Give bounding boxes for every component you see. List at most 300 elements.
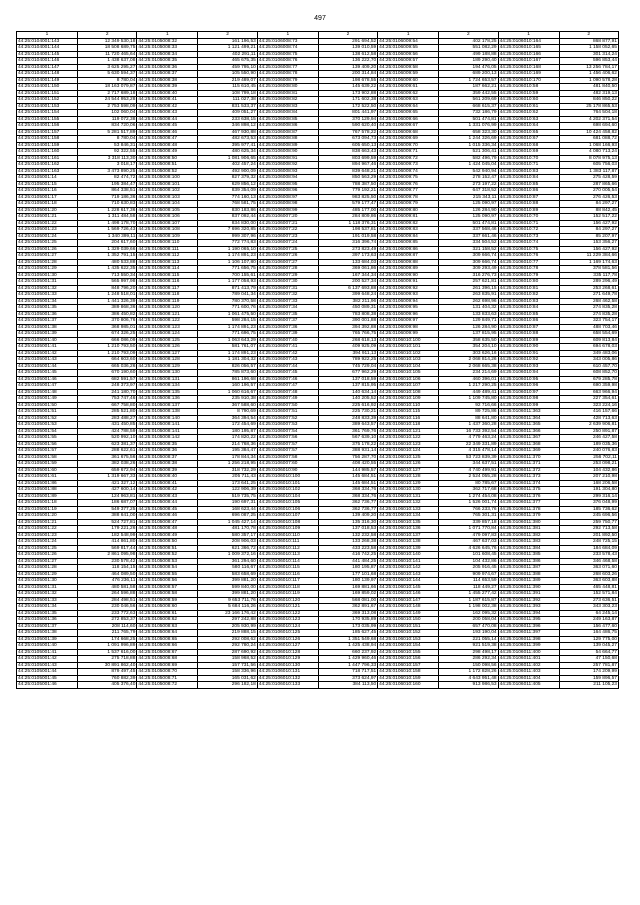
cadastral-number-cell: 44:25:0106010:123 <box>257 617 318 624</box>
cadastral-number-cell: 44:25:0105008:49 <box>137 532 198 539</box>
cadastral-value-cell: 139 045,27 <box>559 643 618 650</box>
cadastral-value-cell: 8 790,69 <box>198 409 257 416</box>
cadastral-number-cell: 44:25:0104001:162 <box>17 162 78 169</box>
cadastral-value-cell: 343 005,86 <box>559 357 618 364</box>
cadastral-number-cell: 44:25:0106008:79 <box>257 77 318 84</box>
cadastral-number-cell: 44:25:0105008:123 <box>137 324 198 331</box>
cadastral-value-cell: 370 806,76 <box>78 318 137 325</box>
cadastral-number-cell: 44:25:0106010:103 <box>378 357 439 364</box>
cadastral-value-cell: 101 608,45 <box>439 552 498 559</box>
cadastral-value-cell: 1 319 667,33 <box>78 474 137 481</box>
cadastral-value-cell: 1 351 549,68 <box>318 636 377 643</box>
cadastral-value-cell: 185 627,45 <box>318 630 377 637</box>
cadastral-value-cell: 402 178,25 <box>439 38 498 45</box>
cadastral-number-cell: 44:25:0106007:43 <box>257 357 318 364</box>
cadastral-value-cell: 369 313,08 <box>318 610 377 617</box>
cadastral-number-cell: 44:25:0106010:71 <box>498 220 559 227</box>
cadastral-number-cell: 44:25:0106008:87 <box>257 129 318 136</box>
cadastral-number-cell: 44:25:0105001:16 <box>17 188 78 195</box>
cadastral-value-cell: 174 668,25 <box>78 636 137 643</box>
cadastral-number-cell: 44:25:0106008:83 <box>257 103 318 110</box>
cadastral-value-cell: 309 293,49 <box>439 266 498 273</box>
cadastral-number-cell: 44:25:0106010:132 <box>378 500 439 507</box>
cadastral-value-cell: 174 209,99 <box>559 669 618 676</box>
cadastral-number-cell: 44:25:0106009:61 <box>378 84 439 91</box>
cadastral-value-cell: 565 997,98 <box>78 279 137 286</box>
cadastral-value-cell: 136 222,70 <box>318 58 377 65</box>
cadastral-value-cell: 297 242,88 <box>198 617 257 624</box>
cadastral-number-cell: 44:25:0105008:69 <box>137 662 198 669</box>
cadastral-number-cell: 44:25:0106010:82 <box>498 292 559 299</box>
cadastral-value-cell: 115 610,45 <box>198 84 257 91</box>
cadastral-number-cell: 44:25:0106007:25 <box>257 246 318 253</box>
table-row <box>17 682 619 689</box>
cadastral-number-cell: 44:25:0106010:148 <box>378 604 439 611</box>
cadastral-number-cell: 44:25:0106010:76 <box>498 253 559 260</box>
cadastral-number-cell: 44:25:0106009:63 <box>378 97 439 104</box>
cadastral-value-cell: 219 888,15 <box>198 630 257 637</box>
cadastral-number-cell: 44:25:0106010:81 <box>498 285 559 292</box>
cadastral-number-cell: 44:25:0104001:156 <box>17 123 78 130</box>
cadastral-value-cell: 248 373,97 <box>78 383 137 390</box>
cadastral-value-cell: 1 121 499,21 <box>198 45 257 52</box>
cadastral-number-cell: 44:25:0106008:86 <box>257 123 318 130</box>
cadastral-number-cell: 44:25:0106011:399 <box>498 643 559 650</box>
cadastral-number-cell: 44:25:0106010:70 <box>498 155 559 162</box>
cadastral-number-cell: 44:25:0106010:86 <box>498 318 559 325</box>
cadastral-value-cell: 159 896,57 <box>559 675 618 682</box>
cadastral-value-cell: 274 835,28 <box>559 311 618 318</box>
cadastral-number-cell: 44:25:0104001:163 <box>17 168 78 175</box>
cadastral-number-cell: 44:25:0106007:27 <box>257 259 318 266</box>
cadastral-value-cell: 408 420,55 <box>318 461 377 468</box>
cadastral-value-cell: 1 015 336,34 <box>439 142 498 149</box>
cadastral-number-cell: 44:25:0105001:20 <box>17 207 78 214</box>
cadastral-number-cell: 44:25:0105008:56 <box>137 578 198 585</box>
cadastral-value-cell: 745 729,04 <box>318 363 377 370</box>
cadastral-value-cell: 1 198 002,38 <box>439 604 498 611</box>
cadastral-value-cell: 22 349 331,89 <box>439 441 498 448</box>
cadastral-value-cell: 399 881,20 <box>198 591 257 598</box>
cadastral-value-cell: 464 089,50 <box>78 571 137 578</box>
cadastral-number-cell: 44:25:0106010:121 <box>257 604 318 611</box>
cadastral-value-cell: 1 187 615,87 <box>439 597 498 604</box>
cadastral-value-cell: 1 455 277,42 <box>439 591 498 598</box>
cadastral-value-cell: 384 113,50 <box>318 682 377 689</box>
cadastral-value-cell: 682 591,57 <box>78 376 137 383</box>
cadastral-number-cell: 44:25:0106010:75 <box>498 246 559 253</box>
cadastral-value-cell: 7 696 320,85 <box>198 227 257 234</box>
header-cell: 1 <box>17 32 78 39</box>
cadastral-number-cell: 44:25:0105001:32 <box>17 591 78 598</box>
cadastral-number-cell: 44:25:0106010:60 <box>498 97 559 104</box>
cadastral-number-cell: 44:25:0106010:131 <box>378 493 439 500</box>
cadastral-number-cell: 44:25:0106010:115 <box>378 409 439 416</box>
cadastral-value-cell: 321 158,52 <box>439 246 498 253</box>
cadastral-number-cell: 44:25:0106009:54 <box>378 38 439 45</box>
page-number: 497 <box>314 15 326 22</box>
cadastral-value-cell: 125 090,97 <box>439 214 498 221</box>
cadastral-value-cell: 309 666,74 <box>439 259 498 266</box>
cadastral-number-cell: 44:25:0106010:167 <box>498 58 559 65</box>
cadastral-number-cell: 44:25:0106010:122 <box>257 610 318 617</box>
cadastral-number-cell: 44:25:0106010:92 <box>498 357 559 364</box>
cadastral-value-cell: 376 048,99 <box>559 500 618 507</box>
cadastral-value-cell: 190 697,31 <box>198 500 257 507</box>
cadastral-value-cell: 316 396,74 <box>318 240 377 247</box>
cadastral-value-cell: 259 750,77 <box>559 519 618 526</box>
cadastral-number-cell: 44:25:0105008:37 <box>137 71 198 78</box>
cadastral-number-cell: 44:25:0105001:41 <box>17 649 78 656</box>
cadastral-value-cell: 354 204,10 <box>439 344 498 351</box>
cadastral-number-cell: 44:25:0105008:59 <box>137 597 198 604</box>
cadastral-number-cell: 44:25:0106008:82 <box>257 97 318 104</box>
cadastral-value-cell: 465 448,81 <box>559 584 618 591</box>
cadastral-number-cell: 44:25:0106010:111 <box>257 539 318 546</box>
cadastral-value-cell: 200 058,04 <box>439 617 498 624</box>
cadastral-value-cell: 215 343,11 <box>439 194 498 201</box>
cadastral-value-cell: 1 190 065,10 <box>198 246 257 253</box>
cadastral-value-cell: 257 781,87 <box>559 662 618 669</box>
cadastral-number-cell: 44:25:0106010:125 <box>378 454 439 461</box>
cadastral-number-cell: 44:25:0106009:78 <box>378 194 439 201</box>
cadastral-value-cell: 1 438 637,08 <box>78 58 137 65</box>
cadastral-number-cell: 44:25:0105008:66 <box>137 643 198 650</box>
cadastral-number-cell: 44:25:0106010:137 <box>378 532 439 539</box>
cadastral-value-cell: 273 636,51 <box>559 597 618 604</box>
cadastral-value-cell: 3 318 113,30 <box>78 155 137 162</box>
cadastral-value-cell: 169 881,66 <box>318 584 377 591</box>
cadastral-number-cell: 44:25:0106010:64 <box>498 123 559 130</box>
cadastral-value-cell: 361 294,60 <box>198 558 257 565</box>
cadastral-number-cell: 44:25:0105008:64 <box>137 630 198 637</box>
cadastral-value-cell: 1 569 726,43 <box>78 227 137 234</box>
cadastral-number-cell: 44:25:0106011:380 <box>498 519 559 526</box>
cadastral-number-cell: 44:25:0106009:96 <box>378 311 439 318</box>
cadastral-number-cell: 44:25:0105008:135 <box>137 389 198 396</box>
cadastral-value-cell: 459 795,10 <box>198 64 257 71</box>
cadastral-number-cell: 44:25:0106011:371 <box>498 461 559 468</box>
cadastral-value-cell: 291 694,52 <box>318 38 377 45</box>
cadastral-number-cell: 44:25:0106009:65 <box>378 110 439 117</box>
cadastral-number-cell: 44:25:0105001:56 <box>17 441 78 448</box>
cadastral-number-cell: 44:25:0105008:40 <box>137 90 198 97</box>
cadastral-value-cell: 409 051,27 <box>198 110 257 117</box>
cadastral-value-cell: 249 163,87 <box>559 617 618 624</box>
cadastral-number-cell: 44:25:0105001:40 <box>17 337 78 344</box>
cadastral-number-cell: 44:25:0105008:142 <box>137 435 198 442</box>
cadastral-number-cell: 44:25:0105008:46 <box>137 513 198 520</box>
cadastral-number-cell: 44:25:0106007:29 <box>257 272 318 279</box>
cadastral-number-cell: 44:25:0104001:157 <box>17 129 78 136</box>
cadastral-number-cell: 44:25:0105001:49 <box>17 396 78 403</box>
cadastral-number-cell: 44:25:0106010:126 <box>378 461 439 468</box>
cadastral-number-cell: 44:25:0104001:160 <box>17 149 78 156</box>
cadastral-number-cell: 44:25:0106011:384 <box>498 545 559 552</box>
cadastral-value-cell: 24 544 953,28 <box>78 97 137 104</box>
table-body <box>17 38 619 688</box>
cadastral-value-cell: 5 281 517,89 <box>78 129 137 136</box>
cadastral-value-cell: 264 596,88 <box>78 591 137 598</box>
cadastral-number-cell: 44:25:0105008:140 <box>137 415 198 422</box>
cadastral-number-cell: 44:25:0105008:42 <box>137 103 198 110</box>
cadastral-value-cell: 234 214,69 <box>439 370 498 377</box>
cadastral-number-cell: 44:25:0105001:57 <box>17 448 78 455</box>
cadastral-number-cell: 44:25:0104001:159 <box>17 142 78 149</box>
cadastral-value-cell: 5 630 594,37 <box>78 71 137 78</box>
cadastral-number-cell: 44:25:0105008:121 <box>137 311 198 318</box>
cadastral-value-cell: 389 868,36 <box>78 305 137 312</box>
cadastral-value-cell: 368 985,01 <box>78 324 137 331</box>
cadastral-number-cell: 44:25:0106010:118 <box>257 584 318 591</box>
cadastral-value-cell: 132 232,58 <box>318 532 377 539</box>
cadastral-number-cell: 44:25:0106010:102 <box>378 350 439 357</box>
cadastral-number-cell: 44:25:0105001:23 <box>17 227 78 234</box>
cadastral-value-cell: 677 962,29 <box>318 370 377 377</box>
cadastral-number-cell: 44:25:0105008:105 <box>137 207 198 214</box>
cadastral-number-cell: 44:25:0106007:30 <box>257 279 318 286</box>
cadastral-number-cell: 44:25:0106007:42 <box>257 350 318 357</box>
cadastral-number-cell: 44:25:0106010:153 <box>378 636 439 643</box>
cadastral-value-cell: 140 634,14 <box>318 389 377 396</box>
cadastral-number-cell: 44:25:0105008:54 <box>137 565 198 572</box>
cadastral-number-cell: 44:25:0106010:170 <box>498 77 559 84</box>
cadastral-value-cell: 165 031,62 <box>198 675 257 682</box>
cadastral-value-cell: 180 195,87 <box>318 565 377 572</box>
cadastral-value-cell: 337 661,46 <box>439 233 498 240</box>
cadastral-number-cell: 44:25:0106010:58 <box>498 84 559 91</box>
cadastral-value-cell: 551 082,29 <box>439 45 498 52</box>
cadastral-value-cell: 200 527,34 <box>318 279 377 286</box>
cadastral-value-cell: 481 170,78 <box>198 526 257 533</box>
cadastral-number-cell: 44:25:0104001:158 <box>17 136 78 143</box>
cadastral-value-cell: 4 080 713,24 <box>559 149 618 156</box>
cadastral-value-cell: 1 174 891,23 <box>198 350 257 357</box>
cadastral-value-cell: 133 684,03 <box>318 259 377 266</box>
cadastral-number-cell: 44:25:0106010:128 <box>257 649 318 656</box>
cadastral-value-cell: 664 603,60 <box>78 357 137 364</box>
cadastral-value-cell: 2 861 095,98 <box>78 552 137 559</box>
cadastral-number-cell: 44:25:0106008:88 <box>257 136 318 143</box>
cadastral-value-cell: 389 643,57 <box>318 422 377 429</box>
cadastral-value-cell: 2 717 689,18 <box>78 90 137 97</box>
cadastral-value-cell: 2 524 055,28 <box>439 474 498 481</box>
cadastral-number-cell: 44:25:0106009:92 <box>378 285 439 292</box>
cadastral-number-cell: 44:25:0106008:77 <box>257 64 318 71</box>
cadastral-number-cell: 44:25:0106010:112 <box>257 545 318 552</box>
cadastral-value-cell: 10 424 458,82 <box>559 129 618 136</box>
cadastral-value-cell: 414 861,80 <box>78 539 137 546</box>
cadastral-value-cell: 569 817,44 <box>78 545 137 552</box>
cadastral-value-cell: 198 678,55 <box>318 77 377 84</box>
cadastral-number-cell: 44:25:0106010:125 <box>257 630 318 637</box>
cadastral-value-cell: 84 297,27 <box>559 227 618 234</box>
cadastral-number-cell: 44:25:0106011:398 <box>498 636 559 643</box>
cadastral-number-cell: 44:25:0106010:100 <box>257 474 318 481</box>
cadastral-value-cell: 361 769,76 <box>318 428 377 435</box>
cadastral-number-cell: 44:25:0106011:368 <box>498 441 559 448</box>
cadastral-number-cell: 44:25:0106010:91 <box>498 350 559 357</box>
cadastral-number-cell: 44:25:0105008:34 <box>137 51 198 58</box>
cadastral-number-cell: 44:25:0106010:68 <box>498 142 559 149</box>
cadastral-number-cell: 44:25:0106010:136 <box>378 526 439 533</box>
cadastral-value-cell: 219 489,07 <box>198 77 257 84</box>
cadastral-number-cell: 44:25:0106010:122 <box>378 435 439 442</box>
cadastral-value-cell: 609 813,84 <box>559 337 618 344</box>
cadastral-value-cell: 138 612,58 <box>318 51 377 58</box>
cadastral-number-cell: 44:25:0105008:43 <box>137 110 198 117</box>
cadastral-value-cell: 402 291,11 <box>198 51 257 58</box>
cadastral-value-cell: 465 675,35 <box>198 58 257 65</box>
cadastral-number-cell: 44:25:0106010:159 <box>378 675 439 682</box>
cadastral-number-cell: 44:25:0105008:120 <box>137 305 198 312</box>
cadastral-value-cell: 580 116,67 <box>198 565 257 572</box>
cadastral-value-cell: 668 615,37 <box>439 103 498 110</box>
cadastral-value-cell: 182 548,99 <box>78 532 137 539</box>
cadastral-number-cell: 44:25:0106011:404 <box>498 675 559 682</box>
cadastral-number-cell: 44:25:0106010:96 <box>498 383 559 390</box>
cadastral-value-cell: 126 284,90 <box>439 324 498 331</box>
cadastral-number-cell: 44:25:0106010:154 <box>378 643 439 650</box>
cadastral-number-cell: 44:25:0105001:25 <box>17 545 78 552</box>
cadastral-value-cell: 480 625,34 <box>198 149 257 156</box>
cadastral-number-cell: 44:25:0106010:149 <box>378 610 439 617</box>
cadastral-number-cell: 44:25:0105001:29 <box>17 266 78 273</box>
cadastral-number-cell: 44:25:0106009:85 <box>378 240 439 247</box>
cadastral-value-cell: 1 498 178,70 <box>78 220 137 227</box>
cadastral-number-cell: 44:25:0105008:122 <box>137 318 198 325</box>
cadastral-number-cell: 44:25:0106010:71 <box>498 162 559 169</box>
cadastral-number-cell: 44:25:0106010:67 <box>498 136 559 143</box>
cadastral-number-cell: 44:25:0106010:84 <box>498 175 559 182</box>
cadastral-number-cell: 44:25:0105008:42 <box>137 487 198 494</box>
cadastral-value-cell: 140 205,52 <box>318 396 377 403</box>
cadastral-value-cell: 80 785,67 <box>439 480 498 487</box>
cadastral-value-cell: 8 078 975,13 <box>559 155 618 162</box>
cadastral-value-cell: 64 245,14 <box>559 610 618 617</box>
cadastral-value-cell: 1 228 617,36 <box>78 207 137 214</box>
cadastral-value-cell: 647 318,52 <box>439 188 498 195</box>
cadastral-value-cell: 549 377,25 <box>78 506 137 513</box>
cadastral-value-cell: 292 008,62 <box>198 636 257 643</box>
cadastral-value-cell: 105 550,90 <box>198 71 257 78</box>
cadastral-value-cell: 690 359,98 <box>559 383 618 390</box>
cadastral-value-cell: 719 186,36 <box>78 194 137 201</box>
cadastral-value-cell: 168 623,44 <box>198 506 257 513</box>
cadastral-value-cell: 921 519,38 <box>439 643 498 650</box>
cadastral-value-cell: 221 055,14 <box>439 636 498 643</box>
cadastral-number-cell: 44:25:0105001:17 <box>17 194 78 201</box>
cadastral-value-cell: 13 256 784,17 <box>559 64 618 71</box>
cadastral-value-cell: 834 830,00 <box>198 220 257 227</box>
cadastral-number-cell: 44:25:0105008:141 <box>137 422 198 429</box>
cadastral-value-cell: 273 823,49 <box>318 246 377 253</box>
cadastral-value-cell: 296 182,18 <box>198 682 257 689</box>
cadastral-number-cell: 44:25:0106010:110 <box>378 402 439 409</box>
cadastral-value-cell: 839 648,21 <box>318 168 377 175</box>
cadastral-value-cell: 227 354,61 <box>559 396 618 403</box>
cadastral-number-cell: 44:25:0106011:375 <box>498 487 559 494</box>
cadastral-number-cell: 44:25:0106009:90 <box>378 272 439 279</box>
cadastral-number-cell: 44:25:0106010:127 <box>257 643 318 650</box>
cadastral-number-cell: 44:25:0106010:133 <box>378 506 439 513</box>
cadastral-number-cell: 44:25:0106007:21 <box>257 220 318 227</box>
cadastral-number-cell: 44:25:0106007:41 <box>257 344 318 351</box>
cadastral-value-cell: 233 772,63 <box>78 610 137 617</box>
cadastral-value-cell: 409 925,09 <box>318 344 377 351</box>
cadastral-value-cell: 253 098,21 <box>559 461 618 468</box>
cadastral-value-cell: 349 483,06 <box>559 350 618 357</box>
cadastral-value-cell: 323 224,16 <box>559 402 618 409</box>
cadastral-number-cell: 44:25:0105001:86 <box>17 480 78 487</box>
cadastral-value-cell: 18 163 079,87 <box>78 84 137 91</box>
cadastral-number-cell: 44:25:0106011:392 <box>498 597 559 604</box>
cadastral-value-cell: 363 603,88 <box>559 578 618 585</box>
cadastral-value-cell: 1 118 376,31 <box>318 220 377 227</box>
cadastral-value-cell: 766 233,76 <box>439 506 498 513</box>
cadastral-value-cell: 1 437 360,28 <box>439 422 498 429</box>
cadastral-number-cell: 44:25:0106009:93 <box>378 292 439 299</box>
cadastral-value-cell: 399 648,24 <box>318 292 377 299</box>
cadastral-value-cell: 211 765,79 <box>78 630 137 637</box>
cadastral-value-cell: 208 906,03 <box>198 539 257 546</box>
cadastral-value-cell: 152 571,84 <box>559 591 618 598</box>
cadastral-number-cell: 44:25:0105008:41 <box>137 480 198 487</box>
cadastral-number-cell: 44:25:0105001:31 <box>17 584 78 591</box>
cadastral-value-cell: 582 496,79 <box>439 155 498 162</box>
cadastral-number-cell: 44:25:0105001:43 <box>17 357 78 364</box>
cadastral-value-cell: 765 766,75 <box>318 331 377 338</box>
cadastral-value-cell: 3 473 890,25 <box>78 168 137 175</box>
cadastral-value-cell: 161 196,53 <box>198 38 257 45</box>
cadastral-number-cell: 44:25:0106010:144 <box>378 578 439 585</box>
cadastral-value-cell: 156 427,92 <box>559 246 618 253</box>
cadastral-value-cell: 284 809,86 <box>318 214 377 221</box>
cadastral-number-cell: 44:25:0106010:129 <box>257 656 318 663</box>
cadastral-number-cell: 44:25:0106010:135 <box>378 519 439 526</box>
cadastral-value-cell: 271 649,78 <box>559 292 618 299</box>
cadastral-value-cell: 623 381,37 <box>78 441 137 448</box>
cadastral-number-cell: 44:25:0106007:37 <box>257 318 318 325</box>
cadastral-number-cell: 44:25:0105001:24 <box>17 233 78 240</box>
cadastral-number-cell: 44:25:0105001:27 <box>17 253 78 260</box>
cadastral-number-cell: 44:25:0105001:40 <box>17 643 78 650</box>
cadastral-number-cell: 44:25:0105008:111 <box>137 246 198 253</box>
cadastral-value-cell: 771 600,76 <box>198 305 257 312</box>
cadastral-number-cell: 44:25:0105008:51 <box>137 162 198 169</box>
cadastral-number-cell: 44:25:0106010:169 <box>498 71 559 78</box>
cadastral-number-cell: 44:25:0106010:141 <box>378 558 439 565</box>
cadastral-value-cell: 156 477,60 <box>559 623 618 630</box>
cadastral-value-cell: 11 720 465,64 <box>78 51 137 58</box>
cadastral-number-cell: 44:25:0106010:99 <box>498 402 559 409</box>
cadastral-number-cell: 44:25:0106008:90 <box>257 149 318 156</box>
cadastral-value-cell: 894 967,46 <box>318 162 377 169</box>
cadastral-value-cell: 983 825,50 <box>318 194 377 201</box>
cadastral-value-cell: 1 217 290,25 <box>439 383 498 390</box>
cadastral-value-cell: 605 756,03 <box>559 162 618 169</box>
cadastral-value-cell: 598 284,15 <box>198 318 257 325</box>
cadastral-number-cell: 44:25:0106009:81 <box>378 214 439 221</box>
cadastral-value-cell: 909 974,67 <box>439 571 498 578</box>
cadastral-number-cell: 44:25:0105001:48 <box>17 389 78 396</box>
cadastral-number-cell: 44:25:0106007:58 <box>257 454 318 461</box>
cadastral-number-cell: 44:25:0105008:41 <box>137 97 198 104</box>
cadastral-value-cell: 710 630,83 <box>78 201 137 208</box>
cadastral-number-cell: 44:25:0105008:46 <box>137 129 198 136</box>
cadastral-value-cell: 177 101,68 <box>318 571 377 578</box>
cadastral-number-cell: 44:25:0106010:139 <box>378 545 439 552</box>
